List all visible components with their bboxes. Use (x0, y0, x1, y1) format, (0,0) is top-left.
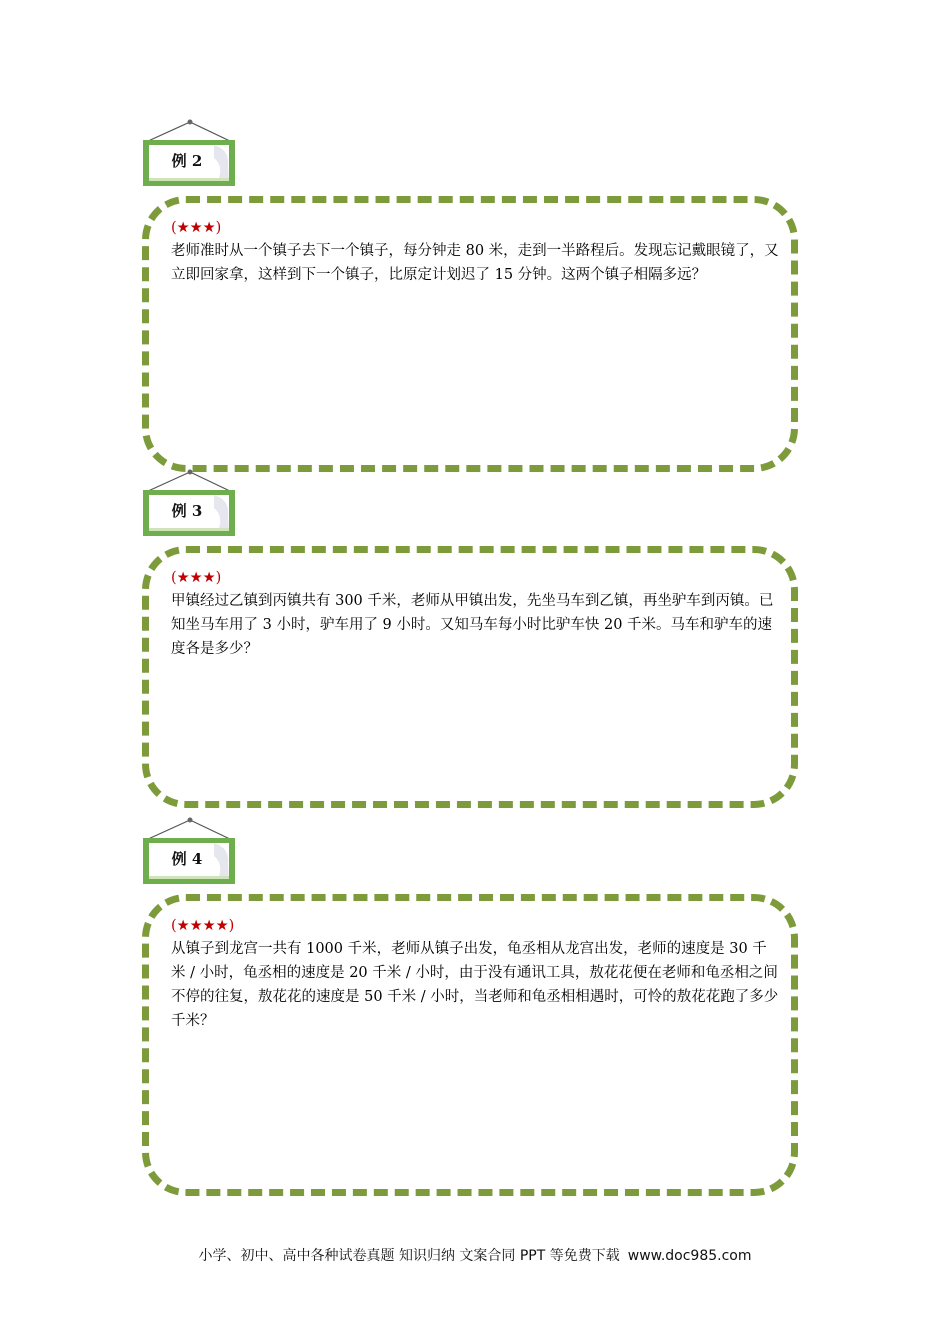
example-2-label: 例 2 (171, 152, 203, 170)
example-4-body (171, 915, 779, 1033)
example-2-sign (140, 118, 240, 190)
footer-text: 小学、初中、高中各种试卷真题 知识归纳 文案合同 PPT 等免费下载 (198, 1248, 620, 1264)
example-3-difficulty: (★★★) (171, 570, 222, 586)
example-4-label: 例 4 (171, 850, 203, 868)
example-3-sign (140, 468, 240, 540)
example-4-sign (140, 816, 240, 888)
example-4-difficulty: (★★★★) (171, 918, 235, 934)
example-4-card (142, 894, 798, 1196)
example-2-body (171, 217, 779, 287)
example-2-card (142, 196, 798, 472)
example-3-body (171, 567, 779, 661)
example-2-difficulty: (★★★) (171, 220, 222, 236)
example-3-question: 甲镇经过乙镇到丙镇共有 300 千米，老师从甲镇出发，先坐马车到乙镇，再坐驴车到丙镇。已知坐马车用了 3 小时，驴车用了 9 小时。又知马车每小时比驴车快 20 千米。马车和驴车的速度各是多少？ (171, 593, 774, 657)
example-4-question: 从镇子到龙宫一共有 1000 千米，老师从镇子出发，龟丞相从龙宫出发，老师的速度是 30 千米 / 小时，龟丞相的速度是 20 千米 / 小时，由于没有通讯工具，敖花花便在老师和龟丞相之间不停的往复，敖花花的速度是 50 千米 / 小时，当老师和龟丞相相遇时，可怜的敖花花跑了多少千米？ (171, 941, 779, 1029)
page-footer (0, 1245, 950, 1265)
example-3-card (142, 546, 798, 808)
example-2-question: 老师准时从一个镇子去下一个镇子，每分钟走 80 米，走到一半路程后。发现忘记戴眼镜了，又立即回家拿，这样到下一个镇子，比原定计划迟了 15 分钟。这两个镇子相隔多远？ (171, 243, 779, 283)
footer-link[interactable]: www.doc985.com (627, 1248, 752, 1264)
example-3-label: 例 3 (171, 502, 203, 520)
